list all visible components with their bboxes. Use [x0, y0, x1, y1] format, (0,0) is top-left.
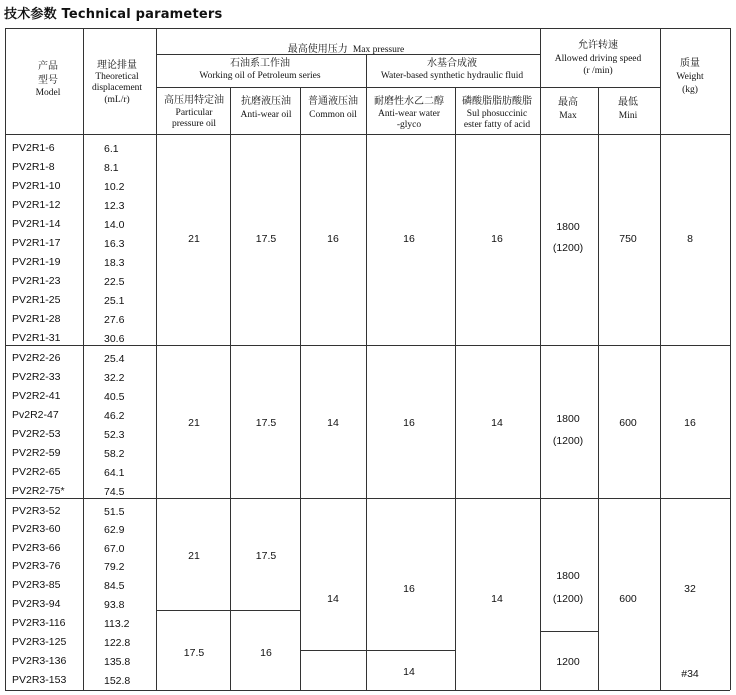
- max-speed-header-cn: 最高: [558, 97, 578, 108]
- g3-min-speed: 600: [619, 593, 637, 605]
- displacement-cell: 93.8: [104, 599, 125, 611]
- grid-line: [156, 610, 300, 611]
- g3-weight-b: #34: [681, 668, 699, 680]
- model-cell: PV2R3-94: [12, 598, 61, 610]
- model-header-cn1: 产品: [38, 61, 58, 72]
- displacement-cell: 32.2: [104, 372, 125, 384]
- model-cell: PV2R2-53: [12, 428, 61, 440]
- antiwear-oil-header-cn: 抗磨液压油: [241, 96, 291, 107]
- model-cell: PV2R1-28: [12, 313, 61, 325]
- disp-header-en1: Theoretical: [95, 72, 139, 82]
- g1-min-speed: 750: [619, 233, 637, 245]
- grid-line: [660, 28, 661, 690]
- min-speed-header-cn: 最低: [618, 97, 638, 108]
- displacement-cell: 12.3: [104, 200, 125, 212]
- model-cell: PV2R2-75*: [12, 485, 65, 497]
- g2-weight: 16: [684, 417, 696, 429]
- g3-max-speed-alt: (1200): [552, 593, 584, 605]
- min-speed-header-en: Mini: [618, 111, 638, 121]
- model-cell: PV2R2-33: [12, 371, 61, 383]
- common-oil-header-en: Common oil: [309, 110, 357, 120]
- displacement-cell: 30.6: [104, 333, 125, 345]
- model-cell: PV2R3-136: [12, 655, 67, 667]
- water-header-cn: 水基合成液: [427, 58, 477, 69]
- g2-antiwear-oil: 17.5: [255, 417, 277, 429]
- displacement-cell: 79.2: [104, 561, 125, 573]
- grid-line: [156, 87, 540, 88]
- displacement-cell: 152.8: [104, 675, 131, 687]
- max-pressure-header: 最高使用压力 Max pressure: [287, 44, 405, 55]
- displacement-cell: 10.2: [104, 181, 125, 193]
- grid-line: [300, 650, 455, 651]
- water-header-en: Water-based synthetic hydraulic fluid: [380, 71, 524, 81]
- model-cell: PV2R2-59: [12, 447, 61, 459]
- displacement-cell: 135.8: [104, 656, 131, 668]
- petro-header-en: Working oil of Petroleum series: [199, 71, 321, 81]
- page-title: 技术参数 Technical parameters: [4, 7, 223, 22]
- model-header-cn2: 型号: [38, 75, 58, 86]
- g2-max-speed-alt: (1200): [552, 435, 584, 447]
- model-cell: PV2R1-17: [12, 237, 61, 249]
- glyco-header-cn: 耐磨性水乙二醇: [374, 96, 444, 107]
- displacement-cell: 122.8: [104, 637, 131, 649]
- displacement-cell: 16.3: [104, 238, 125, 250]
- grid-line: [730, 28, 731, 690]
- g3-glyco-b: 14: [403, 666, 415, 678]
- speed-header-cn: 允许转速: [578, 40, 618, 51]
- grid-line: [5, 28, 730, 29]
- displacement-cell: 58.2: [104, 448, 125, 460]
- g2-glyco: 16: [403, 417, 415, 429]
- g3-special-oil-b: 17.5: [183, 647, 205, 659]
- displacement-cell: 25.4: [104, 353, 125, 365]
- model-cell: PV2R3-125: [12, 636, 67, 648]
- ester-header-cn: 磷酸脂脂肪酸脂: [462, 96, 532, 107]
- g3-ester: 14: [491, 593, 503, 605]
- grid-line: [156, 28, 157, 690]
- displacement-cell: 27.6: [104, 314, 125, 326]
- displacement-cell: 25.1: [104, 295, 125, 307]
- model-cell: PV2R2-41: [12, 390, 61, 402]
- model-cell: PV2R3-85: [12, 579, 61, 591]
- g1-glyco: 16: [403, 233, 415, 245]
- displacement-cell: 67.0: [104, 543, 125, 555]
- grid-line: [5, 345, 730, 346]
- model-cell: PV2R3-66: [12, 542, 61, 554]
- displacement-cell: 8.1: [104, 162, 119, 174]
- g3-weight-a: 32: [684, 583, 696, 595]
- g3-special-oil-a: 21: [188, 550, 200, 562]
- g2-common-oil: 14: [327, 417, 339, 429]
- special-oil-header-cn: 高压用特定油: [164, 95, 224, 106]
- model-cell: PV2R3-76: [12, 560, 61, 572]
- g1-ester: 16: [491, 233, 503, 245]
- ester-header-en2: ester fatty of acid: [463, 120, 531, 130]
- grid-line: [5, 28, 6, 690]
- model-cell: PV2R3-60: [12, 523, 61, 535]
- grid-line: [230, 87, 231, 690]
- petro-header-cn: 石油系工作油: [230, 58, 290, 69]
- model-cell: PV2R1-23: [12, 275, 61, 287]
- model-cell: PV2R3-116: [12, 617, 66, 629]
- model-cell: PV2R2-26: [12, 352, 61, 364]
- max-speed-header-en: Max: [559, 111, 577, 121]
- model-cell: PV2R1-19: [12, 256, 61, 268]
- grid-line: [300, 87, 301, 690]
- displacement-cell: 52.3: [104, 429, 125, 441]
- displacement-cell: 18.3: [104, 257, 125, 269]
- model-cell: PV2R1-31: [12, 332, 61, 344]
- displacement-cell: 113.2: [104, 618, 130, 630]
- weight-header-unit: (kg): [682, 85, 698, 95]
- g1-special-oil: 21: [188, 233, 200, 245]
- disp-header-en2: displacement: [91, 83, 143, 93]
- g2-ester: 14: [491, 417, 503, 429]
- ester-header-en1: Sul phosuccinic: [466, 109, 528, 119]
- g2-max-speed: 1800: [556, 413, 580, 425]
- model-cell: Pv2R2-47: [12, 409, 59, 421]
- model-cell: PV2R1-14: [12, 218, 61, 230]
- model-cell: PV2R1-12: [12, 199, 61, 211]
- model-cell: PV2R2-65: [12, 466, 61, 478]
- model-header-en: Model: [35, 88, 61, 98]
- displacement-cell: 40.5: [104, 391, 125, 403]
- grid-line: [598, 87, 599, 690]
- grid-line: [540, 631, 598, 632]
- model-cell: PV2R1-25: [12, 294, 61, 306]
- speed-header-en: Allowed driving speed: [554, 54, 642, 64]
- model-cell: PV2R1-10: [12, 180, 61, 192]
- displacement-cell: 6.1: [104, 143, 119, 155]
- displacement-cell: 84.5: [104, 580, 125, 592]
- g2-special-oil: 21: [188, 417, 200, 429]
- model-cell: PV2R1-6: [12, 142, 55, 154]
- grid-line: [455, 87, 456, 690]
- disp-header-unit: (mL/r): [104, 95, 130, 105]
- grid-line: [540, 87, 660, 88]
- grid-line: [366, 54, 367, 690]
- common-oil-header-cn: 普通液压油: [308, 96, 358, 107]
- model-cell: PV2R3-52: [12, 505, 61, 517]
- g3-max-speed-b: 1200: [556, 656, 580, 668]
- displacement-cell: 22.5: [104, 276, 125, 288]
- g3-common-oil: 14: [327, 593, 339, 605]
- g1-common-oil: 16: [327, 233, 339, 245]
- g1-antiwear-oil: 17.5: [255, 233, 277, 245]
- g3-max-speed-a: 1800: [556, 570, 580, 582]
- displacement-cell: 14.0: [104, 219, 125, 231]
- special-oil-header-en1: Particular: [175, 108, 213, 118]
- antiwear-oil-header-en: Anti-wear oil: [240, 110, 292, 120]
- grid-line: [5, 498, 730, 499]
- speed-header-unit: (r /min): [583, 66, 613, 76]
- displacement-cell: 51.5: [104, 506, 125, 518]
- grid-line: [83, 28, 84, 690]
- model-cell: PV2R3-153: [12, 674, 67, 686]
- g3-antiwear-oil-b: 16: [260, 647, 272, 659]
- glyco-header-en2: -glyco: [396, 120, 422, 130]
- model-cell: PV2R1-8: [12, 161, 55, 173]
- grid-line: [5, 134, 730, 135]
- weight-header-cn: 质量: [680, 58, 700, 69]
- g3-antiwear-oil-a: 17.5: [255, 550, 277, 562]
- displacement-cell: 46.2: [104, 410, 125, 422]
- g1-weight: 8: [687, 233, 693, 245]
- weight-header-en: Weight: [676, 72, 704, 82]
- g2-min-speed: 600: [619, 417, 637, 429]
- grid-line: [540, 28, 541, 690]
- g1-max-speed-alt: (1200): [552, 242, 584, 254]
- displacement-cell: 62.9: [104, 524, 125, 536]
- g3-glyco-a: 16: [403, 583, 415, 595]
- disp-header-cn: 理论排量: [97, 60, 137, 71]
- g1-max-speed: 1800: [556, 221, 580, 233]
- displacement-cell: 64.1: [104, 467, 125, 479]
- glyco-header-en1: Anti-wear water: [378, 109, 440, 119]
- special-oil-header-en2: pressure oil: [171, 119, 217, 129]
- grid-line: [5, 690, 730, 691]
- displacement-cell: 74.5: [104, 486, 125, 498]
